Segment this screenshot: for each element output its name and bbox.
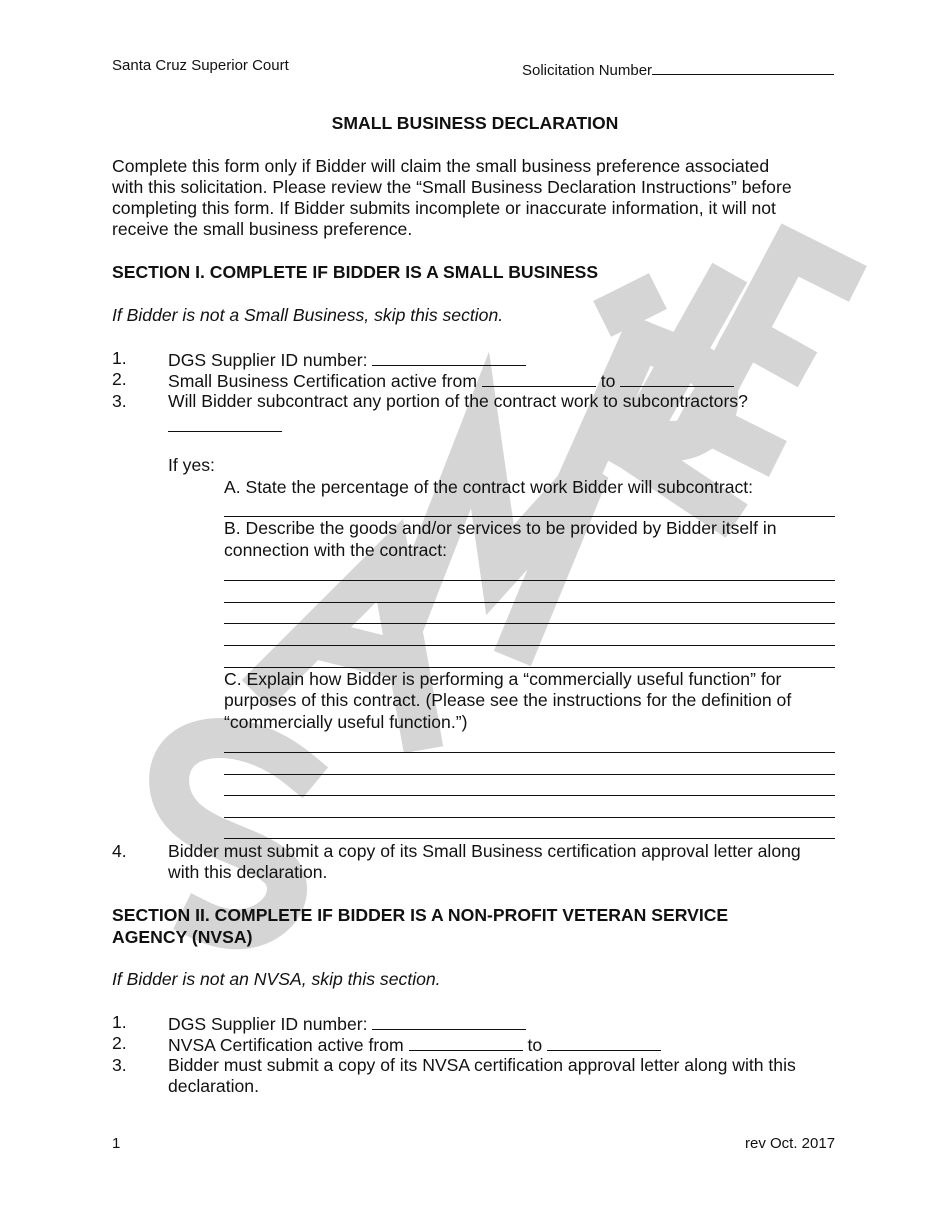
s2-item1-number: 1. [112, 1012, 127, 1032]
part-b-answer-line[interactable] [224, 580, 835, 581]
part-c-answer-line[interactable] [224, 795, 835, 796]
part-b-answer-line[interactable] [224, 602, 835, 603]
section2-skip-note: If Bidder is not an NVSA, skip this section. [112, 969, 441, 989]
s1-item4-line-1: Bidder must submit a copy of its Small Business certification approval letter along [168, 841, 801, 861]
s1-supplier-id-field[interactable] [372, 348, 526, 366]
s2-item3-line-2: declaration. [168, 1076, 259, 1096]
part-b-answer-line[interactable] [224, 667, 835, 668]
section1-heading: SECTION I. COMPLETE IF BIDDER IS A SMALL BUSINESS [112, 262, 599, 282]
s2-supplier-id-field[interactable] [372, 1012, 526, 1030]
intro-line-2: with this solicitation. Please review the “Small Business Declaration Instructions” before [112, 177, 792, 197]
part-b-answer-line[interactable] [224, 645, 835, 646]
s1-item2-to: to [600, 371, 616, 391]
s2-item1-label: DGS Supplier ID number: [168, 1014, 368, 1034]
s1-item1 [168, 348, 526, 372]
s1-item4-number: 4. [112, 841, 127, 861]
solicitation-label-text: Solicitation Number [522, 62, 653, 79]
s1-cert-from-field[interactable] [482, 369, 596, 387]
page-title: SMALL BUSINESS DECLARATION [331, 113, 619, 133]
section1-skip-note: If Bidder is not a Small Business, skip this section. [112, 305, 504, 325]
s2-item1 [168, 1012, 526, 1036]
s2-item2-number: 2. [112, 1033, 127, 1053]
part-c-line-2: purposes of this contract. (Please see the instructions for the definition of [224, 690, 792, 710]
solicitation-number-label [522, 57, 834, 79]
s1-cert-to-field[interactable] [620, 369, 734, 387]
part-b-line-2: connection with the contract: [224, 540, 447, 560]
part-b-line-1: B. Describe the goods and/or services to be provided by Bidder itself in [224, 518, 777, 538]
s2-cert-to-field[interactable] [547, 1033, 661, 1051]
s1-item2-label: Small Business Certification active from [168, 371, 477, 391]
part-c-line-1: C. Explain how Bidder is performing a “commercially useful function” for [224, 669, 782, 689]
s2-item2-label: NVSA Certification active from [168, 1035, 404, 1055]
s1-item3-number: 3. [112, 391, 127, 411]
s2-item2-to: to [527, 1035, 543, 1055]
s2-item3-line-1: Bidder must submit a copy of its NVSA certification approval letter along with this [168, 1055, 796, 1075]
part-c-line-3: “commercially useful function.”) [224, 712, 468, 732]
s2-item2 [168, 1033, 661, 1057]
s1-item2-number: 2. [112, 369, 127, 389]
part-c-answer-line[interactable] [224, 838, 835, 839]
intro-line-4: receive the small business preference. [112, 219, 413, 239]
if-yes-label: If yes: [168, 455, 215, 475]
revision-date: rev Oct. 2017 [745, 1135, 836, 1152]
s2-item3-number: 3. [112, 1055, 127, 1075]
part-a-answer-line[interactable] [224, 516, 835, 517]
part-b-answer-line[interactable] [224, 623, 835, 624]
solicitation-number-field[interactable] [652, 57, 834, 75]
part-c-answer-line[interactable] [224, 817, 835, 818]
intro-line-1: Complete this form only if Bidder will claim the small business preference associated [112, 156, 770, 176]
s1-subcontract-answer-field[interactable] [168, 431, 282, 432]
part-c-answer-line[interactable] [224, 774, 835, 775]
court-name: Santa Cruz Superior Court [112, 57, 289, 74]
section2-heading-line-1: SECTION II. COMPLETE IF BIDDER IS A NON-PROFIT VETERAN SERVICE [112, 905, 729, 925]
part-c-answer-line[interactable] [224, 752, 835, 753]
s1-item4-line-2: with this declaration. [168, 862, 328, 882]
page-number: 1 [112, 1135, 121, 1152]
section2-heading-line-2: AGENCY (NVSA) [112, 927, 253, 947]
s2-cert-from-field[interactable] [409, 1033, 523, 1051]
intro-line-3: completing this form. If Bidder submits incomplete or inaccurate information, it will not [112, 198, 776, 218]
s1-item1-label: DGS Supplier ID number: [168, 350, 368, 370]
part-a-text: A. State the percentage of the contract work Bidder will subcontract: [224, 477, 754, 497]
s1-item1-number: 1. [112, 348, 127, 368]
s1-item3-text: Will Bidder subcontract any portion of the contract work to subcontractors? [168, 391, 748, 411]
s1-item2 [168, 369, 734, 393]
